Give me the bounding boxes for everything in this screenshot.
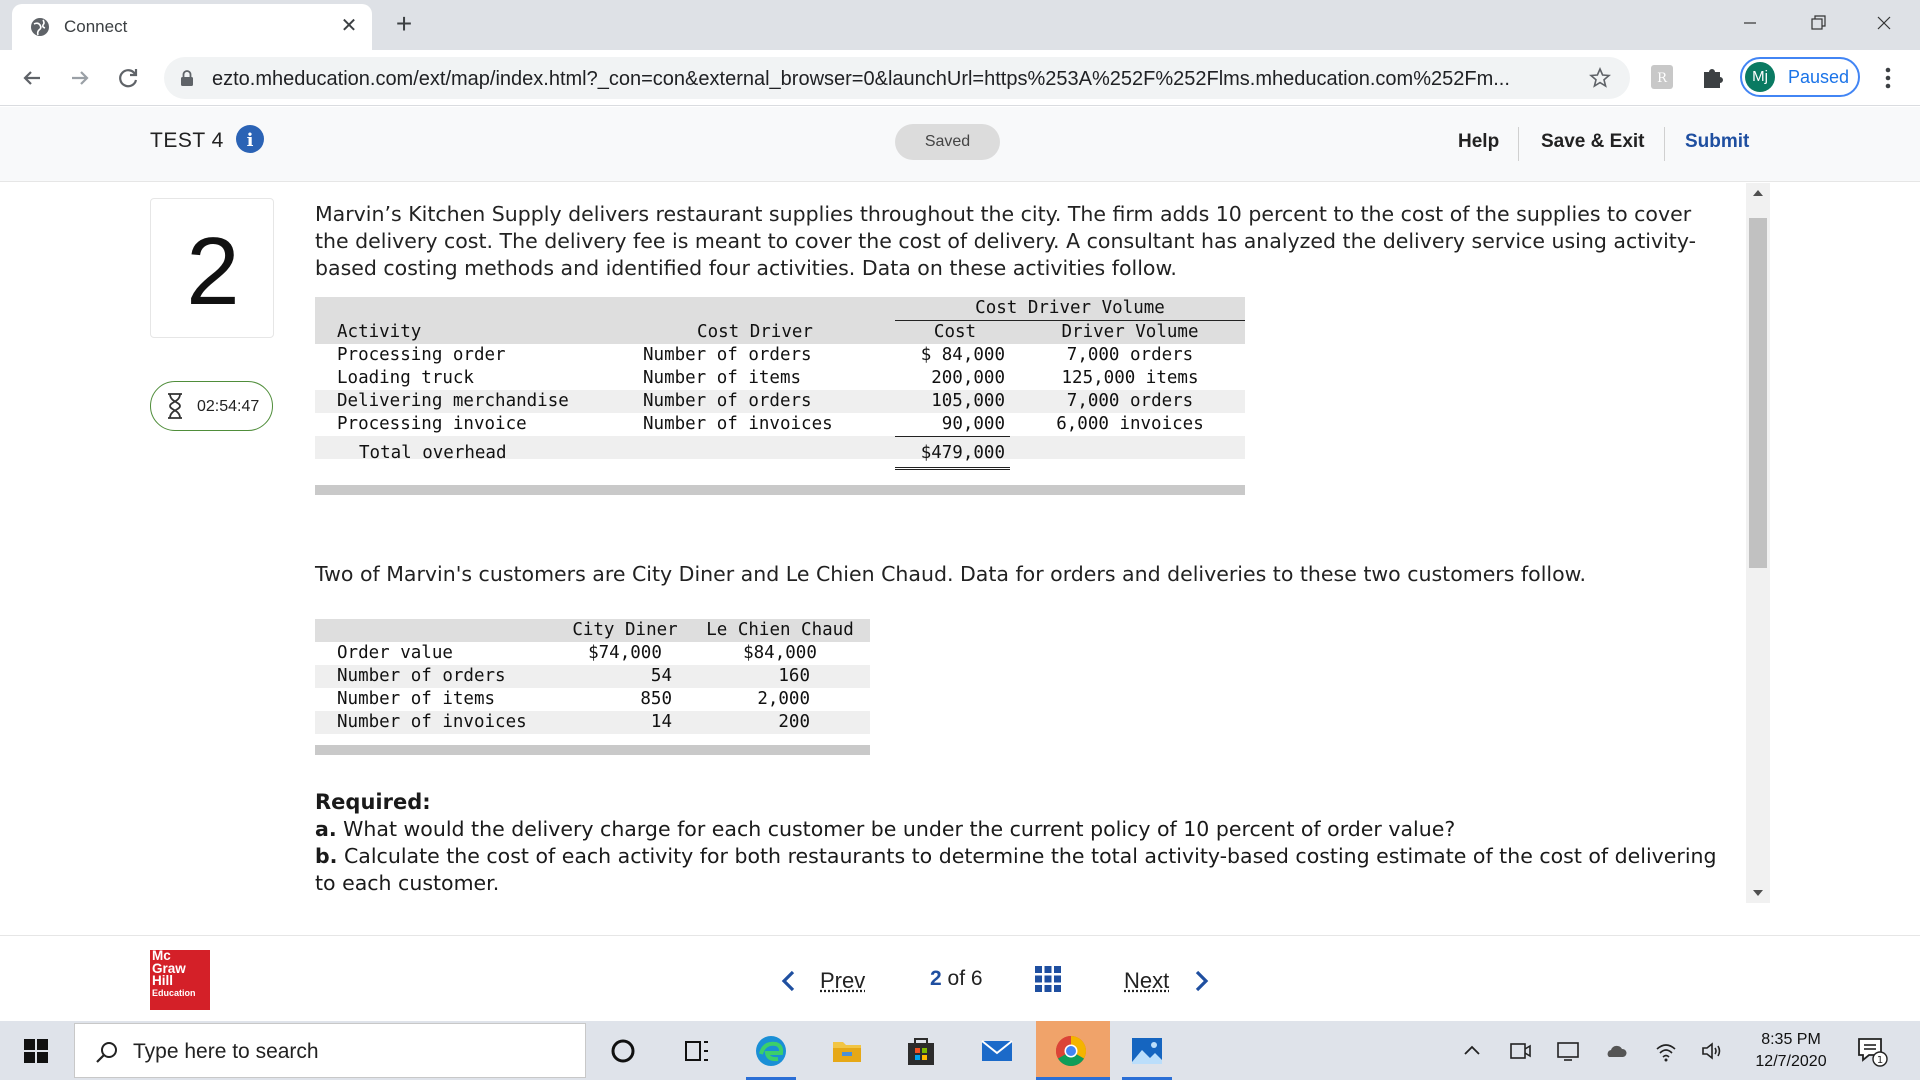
value-cell: 200 — [778, 712, 810, 732]
requirement-text: Calculate the cost of each activity for both restaurants to determine the total activity-based costing estimate of the cost of delivering to each customer. — [315, 844, 1717, 895]
save-exit-link[interactable]: Save & Exit — [1541, 131, 1645, 152]
meet-now-icon[interactable] — [1508, 1039, 1532, 1063]
extensions-puzzle-icon[interactable] — [1700, 64, 1726, 90]
grid-view-icon[interactable] — [1034, 965, 1062, 993]
column-header: Cost Driver — [697, 322, 813, 342]
cost-cell: 90,000 — [941, 414, 1005, 434]
group-header: Cost Driver Volume — [975, 298, 1165, 318]
profile-button[interactable] — [1740, 57, 1860, 97]
value-cell: 54 — [650, 666, 672, 686]
question-number: 2 — [186, 218, 240, 325]
chevron-right-icon — [1194, 970, 1210, 992]
volume-icon[interactable] — [1700, 1039, 1724, 1063]
next-label: Next — [1124, 968, 1170, 993]
test-header — [0, 107, 1920, 182]
submit-link[interactable]: Submit — [1685, 131, 1750, 152]
logo-line: Hill — [152, 973, 174, 988]
hourglass-icon — [165, 392, 185, 420]
volume-cell: 6,000 invoices — [1056, 414, 1204, 434]
notification-count: 1 — [1876, 1055, 1884, 1066]
question-intro: Marvin’s Kitchen Supply delivers restaurant supplies throughout the city. The firm adds 10 percent to the cost of the supplies to cover the delivery cost. The delivery fee is meant to cover the cost of delivery. A consultant has analyzed the delivery service using activity-based costing methods and identified four activities. Data on these activities follow. — [315, 202, 1696, 280]
page-of: of — [947, 967, 966, 990]
scroll-down-arrow-icon[interactable] — [1752, 889, 1764, 897]
minimize-icon[interactable] — [1730, 8, 1770, 38]
current-page: 2 — [930, 967, 942, 990]
volume-cell: 125,000 items — [1061, 368, 1199, 388]
total-double-rule — [895, 467, 1010, 470]
new-tab-plus-icon[interactable]: + — [395, 8, 413, 39]
clock-time: 8:35 PM — [1761, 1031, 1821, 1048]
cost-cell: 200,000 — [931, 368, 1005, 388]
value-cell: 160 — [778, 666, 810, 686]
subtotal-rule — [895, 436, 1010, 437]
requirement-text: What would the delivery charge for each customer be under the current policy of 10 percent of order value? — [336, 817, 1456, 841]
total-pages: 6 — [970, 967, 983, 990]
cortana-icon[interactable] — [604, 1032, 642, 1070]
activity-cell: Loading truck — [337, 368, 474, 388]
bookmark-star-icon[interactable] — [1588, 66, 1612, 90]
requirement-letter: a. — [315, 817, 337, 841]
timer-text: 02:54:47 — [197, 398, 260, 415]
scroll-thumb[interactable] — [1749, 218, 1767, 568]
logo-line: Education — [152, 987, 196, 998]
cost-cell: 105,000 — [931, 391, 1005, 411]
search-icon — [95, 1040, 119, 1064]
activity-cell: Processing order — [337, 345, 506, 365]
label-cell: Number of items — [337, 689, 496, 709]
content-scrollbar[interactable] — [1746, 183, 1770, 903]
driver-cell: Number of orders — [643, 345, 812, 365]
help-link[interactable]: Help — [1458, 131, 1500, 152]
header-divider — [1518, 127, 1519, 161]
column-header: Driver Volume — [1061, 322, 1199, 342]
logo-line: Graw — [152, 960, 186, 976]
extension-icon[interactable] — [1650, 64, 1674, 90]
clock-date: 12/7/2020 — [1755, 1053, 1827, 1070]
driver-cell: Number of items — [643, 368, 802, 388]
info-icon[interactable] — [235, 124, 265, 154]
table-bottom-bar — [315, 745, 870, 755]
required-title: Required: — [315, 790, 431, 814]
page-indicator — [930, 967, 983, 991]
saved-status-badge: Saved — [895, 124, 1000, 160]
column-header: Cost — [933, 322, 977, 342]
lock-icon — [180, 69, 194, 87]
profile-status: Paused — [1788, 67, 1850, 87]
question-number-box — [150, 198, 274, 338]
chevron-up-icon[interactable] — [1460, 1039, 1484, 1063]
chevron-left-icon — [780, 970, 796, 992]
customers-intro: Two of Marvin's customers are City Diner and Le Chien Chaud. Data for orders and deliveries to these two customers follow. — [315, 562, 1587, 586]
forward-arrow-icon[interactable] — [66, 64, 94, 92]
value-cell: 14 — [650, 712, 672, 732]
svg-text:i: i — [246, 130, 254, 151]
mcgraw-hill-logo — [150, 950, 210, 1010]
test-title: TEST 4 — [150, 129, 224, 152]
notification-icon[interactable] — [1856, 1035, 1888, 1067]
wifi-icon[interactable] — [1654, 1039, 1678, 1063]
tab-title: Connect — [64, 17, 128, 36]
chrome-icon[interactable] — [1052, 1032, 1090, 1070]
timer — [150, 381, 273, 431]
value-cell: 850 — [640, 689, 672, 709]
customer-data-table — [315, 619, 870, 755]
edge-browser-icon[interactable] — [752, 1032, 790, 1070]
label-cell: Order value — [337, 643, 453, 663]
column-header: Activity — [337, 322, 422, 342]
label-cell: Number of invoices — [337, 712, 527, 732]
driver-cell: Number of orders — [643, 391, 812, 411]
activity-data-table — [315, 297, 1245, 495]
avatar: Mj — [1745, 62, 1775, 92]
cost-cell: $ 84,000 — [920, 345, 1005, 365]
volume-cell: 7,000 orders — [1066, 345, 1194, 365]
driver-cell: Number of invoices — [643, 414, 833, 434]
browser-tab[interactable] — [12, 4, 372, 50]
requirement-letter: b. — [315, 844, 338, 868]
close-icon[interactable]: ✕ — [340, 15, 358, 37]
browser-toolbar — [0, 50, 1920, 106]
svg-text:R: R — [1657, 71, 1667, 86]
question-content — [0, 183, 1920, 935]
browser-tab-strip — [0, 0, 1920, 50]
microsoft-store-icon[interactable] — [902, 1032, 940, 1070]
reload-icon[interactable] — [114, 64, 142, 92]
mail-icon[interactable] — [978, 1032, 1016, 1070]
scroll-up-arrow-icon[interactable] — [1752, 189, 1764, 197]
address-bar[interactable] — [164, 57, 1630, 99]
required-section — [315, 789, 1725, 897]
taskbar-search-box[interactable] — [74, 1023, 586, 1078]
requirement-a — [315, 816, 1725, 843]
file-explorer-icon[interactable] — [828, 1032, 866, 1070]
value-cell: 2,000 — [757, 689, 810, 709]
onedrive-cloud-icon[interactable] — [1604, 1039, 1628, 1063]
windows-start-icon[interactable] — [24, 1039, 48, 1063]
more-vert-icon[interactable] — [1878, 64, 1898, 92]
activity-cell: Delivering merchandise — [337, 391, 569, 411]
total-label: Total overhead — [359, 443, 507, 463]
restore-icon[interactable] — [1798, 8, 1838, 38]
label-cell: Number of orders — [337, 666, 506, 686]
requirement-b — [315, 843, 1725, 897]
question-navigation — [0, 935, 1920, 1021]
back-arrow-icon[interactable] — [18, 64, 46, 92]
column-header: Le Chien Chaud — [706, 620, 854, 640]
prev-label: Prev — [820, 968, 866, 993]
windows-taskbar — [0, 1021, 1920, 1080]
header-divider — [1664, 127, 1665, 161]
task-view-icon[interactable] — [678, 1032, 716, 1070]
logo-line: Mc — [152, 948, 171, 963]
photos-icon[interactable] — [1128, 1032, 1166, 1070]
total-value: $479,000 — [920, 443, 1005, 463]
value-cell: $84,000 — [743, 643, 817, 663]
display-icon[interactable] — [1556, 1039, 1580, 1063]
window-close-icon[interactable] — [1864, 8, 1904, 38]
url-text[interactable]: ezto.mheducation.com/ext/map/index.html?_con=con&external_browser=0&launchUrl=https%253A%252F%252Flms.mheducation.com%252Fm... — [212, 68, 1510, 90]
value-cell: $74,000 — [588, 643, 662, 663]
column-header: City Diner — [572, 620, 678, 640]
activity-cell: Processing invoice — [337, 414, 527, 434]
globe-icon — [30, 17, 50, 37]
volume-cell: 7,000 orders — [1066, 391, 1194, 411]
taskbar-clock[interactable] — [1746, 1029, 1836, 1073]
search-placeholder: Type here to search — [133, 1040, 319, 1063]
table-bottom-bar — [315, 485, 1245, 495]
